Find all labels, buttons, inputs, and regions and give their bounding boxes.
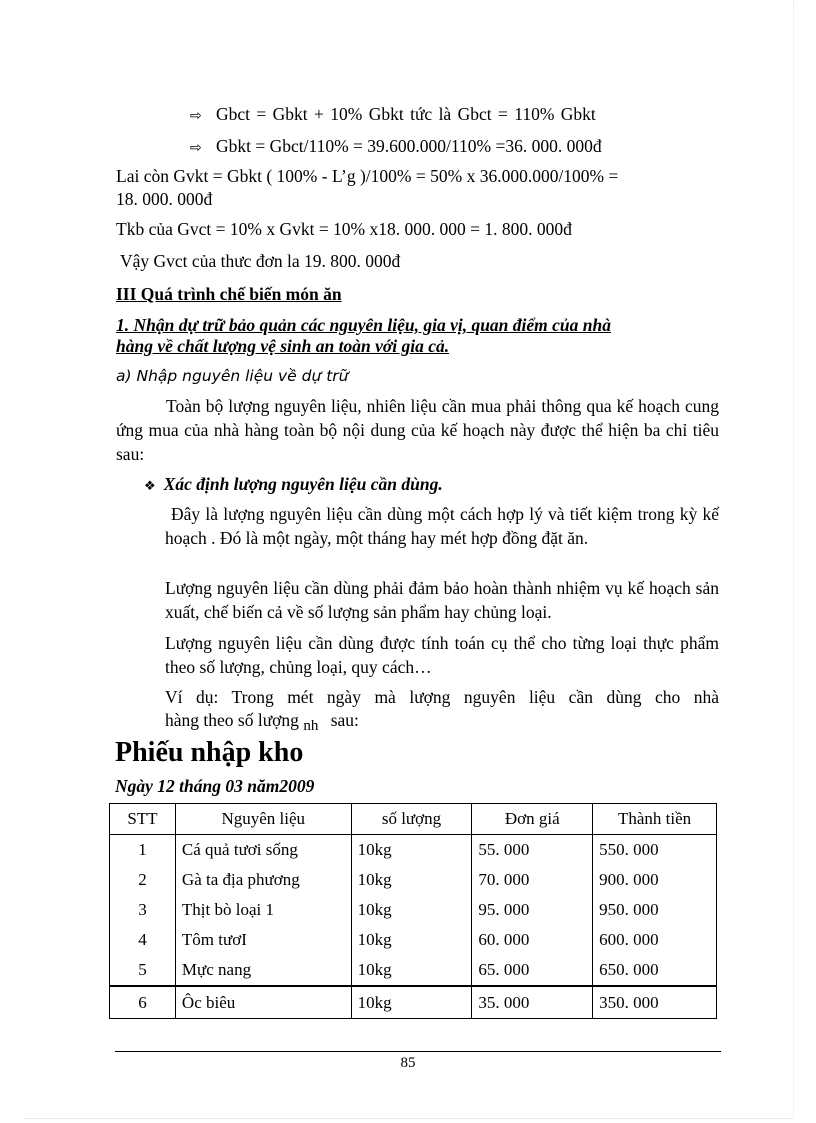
receipt-date: Ngày 12 tháng 03 năm2009 <box>115 776 315 796</box>
paragraph-5-line-2 <box>165 709 359 733</box>
cell-quantity: 10kg <box>351 895 472 925</box>
table-row <box>110 835 717 866</box>
cell-total: 600. 000 <box>593 925 717 955</box>
paragraph-2: Đây là lượng nguyên liệu cần dùng một cách hợp lý và tiết kiệm trong kỳ kế hoạch . Đó là một ngày, một tháng hay mét hợp đồng đặt ăn. <box>165 504 719 548</box>
subsection-heading-line-1: 1. Nhận dự trữ bảo quản các nguyên liệu, gia vị, quan điểm của nhà <box>116 315 611 335</box>
diamond-bullet-icon: ❖ <box>144 479 156 494</box>
cell-total: 900. 000 <box>593 865 717 895</box>
cell-total: 350. 000 <box>593 986 717 1019</box>
cell-unit-price: 95. 000 <box>472 895 593 925</box>
cell-quantity: 10kg <box>351 835 472 866</box>
cell-unit-price: 35. 000 <box>472 986 593 1019</box>
inventory-table <box>109 803 717 1019</box>
cell-stt: 4 <box>110 925 176 955</box>
cell-stt: 5 <box>110 955 176 986</box>
table-header-row <box>110 804 717 835</box>
cell-quantity: 10kg <box>351 955 472 986</box>
table-row <box>110 895 717 925</box>
cell-quantity: 10kg <box>351 865 472 895</box>
cell-ingredient: Ôc biêu <box>175 986 351 1019</box>
cell-stt: 6 <box>110 986 176 1019</box>
header-total: Thành tiền <box>593 804 717 835</box>
paragraph-5-text-c: sau: <box>330 710 359 730</box>
page-edge-right <box>793 0 794 1118</box>
table-row <box>110 955 717 986</box>
cell-total: 950. 000 <box>593 895 717 925</box>
page-number: 85 <box>400 1055 416 1071</box>
formula-text: Gbkt = Gbct/110% = 39.600.000/110% =36. 000. 000đ <box>216 136 602 156</box>
header-unit-price: Đơn giá <box>472 804 593 835</box>
cell-stt: 1 <box>110 835 176 866</box>
formula-text: Gbct = Gbkt + 10% Gbkt tức là Gbct = 110% Gbkt <box>216 104 596 124</box>
cell-stt: 2 <box>110 865 176 895</box>
cell-total: 650. 000 <box>593 955 717 986</box>
cell-unit-price: 60. 000 <box>472 925 593 955</box>
cell-total: 550. 000 <box>593 835 717 866</box>
cell-quantity: 10kg <box>351 925 472 955</box>
cell-ingredient: Cá quả tươi sống <box>175 835 351 866</box>
header-ingredient: Nguyên liệu <box>175 804 351 835</box>
cell-quantity: 10kg <box>351 986 472 1019</box>
cell-stt: 3 <box>110 895 176 925</box>
subheading-a: a) Nhập nguyên liệu về dự trữ <box>116 367 349 385</box>
page-edge-bottom <box>25 1118 791 1119</box>
arrow-icon: ⇨ <box>190 108 202 124</box>
arrow-icon: ⇨ <box>190 140 202 156</box>
table-row <box>110 925 717 955</box>
receipt-title: Phiếu nhập kho <box>115 737 304 768</box>
cell-ingredient: Tôm tươI <box>175 925 351 955</box>
subsection-heading-line-2: hàng về chất lượng vệ sinh an toàn với gia cả. <box>116 336 450 356</box>
cell-unit-price: 65. 000 <box>472 955 593 986</box>
formula-line-2 <box>190 135 602 159</box>
cell-ingredient: Mực nang <box>175 955 351 986</box>
cell-unit-price: 55. 000 <box>472 835 593 866</box>
formula-line-3a: Lai còn Gvkt = Gbkt ( 100% - L’g )/100% = 50% x 36.000.000/100% = <box>116 166 619 186</box>
formula-line-1 <box>190 103 596 127</box>
cell-ingredient: Thịt bò loại 1 <box>175 895 351 925</box>
table-row <box>110 865 717 895</box>
paragraph-4: Lượng nguyên liệu cần dùng được tính toán cụ thể cho từng loại thực phẩm theo số lượng, chủng loại, quy cách… <box>165 633 719 677</box>
paragraph-3: Lượng nguyên liệu cần dùng phải đảm bảo hoàn thành nhiệm vụ kế hoạch sản xuất, chế biến cả về số lượng sản phẩm hay chủng loại. <box>165 578 719 622</box>
paragraph-1: Toàn bộ lượng nguyên liệu, nhiên liệu cần mua phải thông qua kế hoạch cung ứng mua của nhà hàng toàn bộ nội dung của kế hoạch này được thể hiện ba chỉ tiêu sau: <box>116 396 719 464</box>
header-quantity: số lượng <box>351 804 472 835</box>
cell-unit-price: 70. 000 <box>472 865 593 895</box>
formula-line-3b: 18. 000. 000đ <box>116 189 213 209</box>
paragraph-5-stray-text: nh <box>303 718 319 734</box>
table-row <box>110 986 717 1019</box>
paragraph-5-line-1: Ví dụ: Trong mét ngày mà lượng nguyên liệu cần dùng cho nhà <box>165 687 719 707</box>
footer-divider <box>115 1051 721 1052</box>
cell-ingredient: Gà ta địa phương <box>175 865 351 895</box>
section-heading: III Quá trình chế biến món ăn <box>116 284 342 304</box>
bullet-heading <box>144 473 443 498</box>
header-stt: STT <box>110 804 176 835</box>
formula-line-4: Tkb của Gvct = 10% x Gvkt = 10% x18. 000. 000 = 1. 800. 000đ <box>116 219 572 239</box>
paragraph-5-text-a: hàng theo số lượng <box>165 710 299 730</box>
bullet-title: Xác định lượng nguyên liệu cần dùng. <box>163 474 443 494</box>
formula-line-5: Vậy Gvct của thưc đơn la 19. 800. 000đ <box>120 251 401 271</box>
